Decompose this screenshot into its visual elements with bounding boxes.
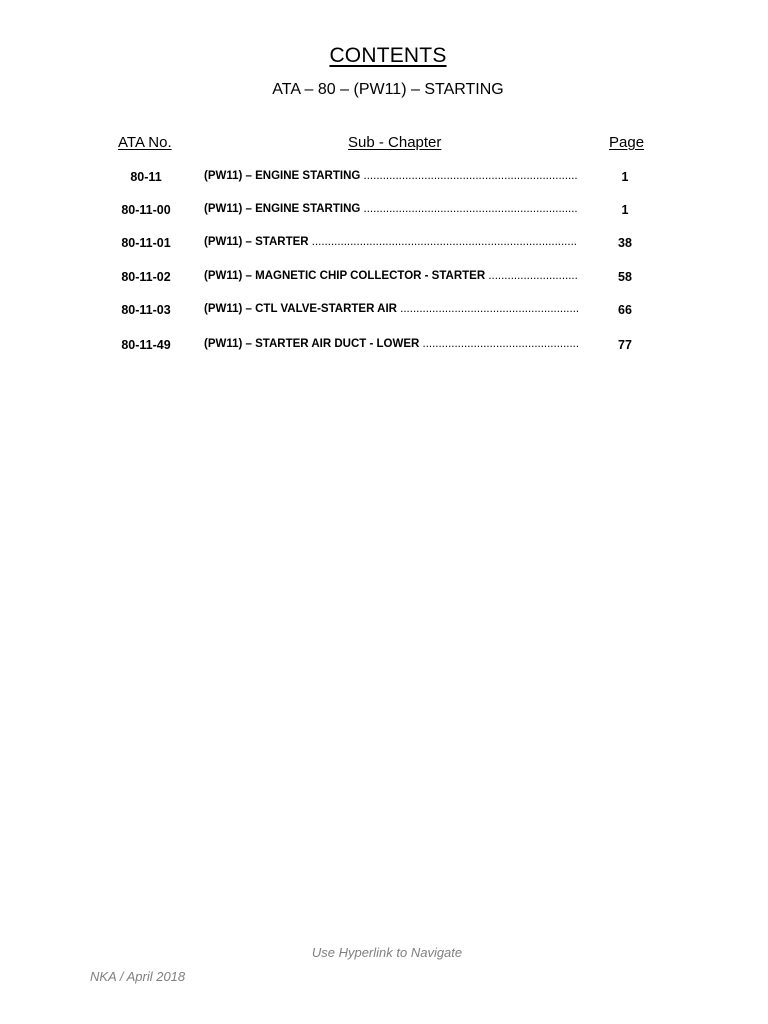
column-header-page: Page bbox=[609, 134, 645, 151]
toc-page-number: 1 bbox=[621, 170, 629, 184]
toc-page-number: 77 bbox=[618, 338, 632, 352]
toc-page-number: 1 bbox=[621, 203, 629, 217]
toc-entry-link[interactable]: (PW11) – ENGINE STARTING ..... bbox=[204, 170, 578, 182]
column-header-ata-no: ATA No. bbox=[118, 134, 172, 151]
toc-page-number: 38 bbox=[618, 236, 632, 250]
toc-ata-number: 80-11-00 bbox=[121, 203, 171, 217]
navigation-hint: Use Hyperlink to Navigate bbox=[311, 945, 463, 960]
chapter-subtitle: ATA – 80 – (PW11) – STARTING bbox=[272, 81, 504, 98]
toc-row[interactable] bbox=[0, 303, 768, 321]
toc-ata-number: 80-11-01 bbox=[121, 236, 171, 250]
toc-row[interactable] bbox=[0, 170, 768, 188]
toc-entry-link[interactable]: (PW11) – STARTER ..... bbox=[204, 236, 578, 248]
toc-page-number: 58 bbox=[618, 270, 632, 284]
footer-author-date: NKA / April 2018 bbox=[90, 969, 186, 984]
toc-row[interactable] bbox=[0, 270, 768, 288]
toc-row[interactable] bbox=[0, 203, 768, 221]
page-title: CONTENTS bbox=[329, 44, 447, 67]
toc-entry-link[interactable]: (PW11) – CTL VALVE-STARTER AIR ..... bbox=[204, 303, 578, 315]
toc-ata-number: 80-11 bbox=[130, 170, 162, 184]
toc-ata-number: 80-11-02 bbox=[121, 270, 171, 284]
toc-ata-number: 80-11-03 bbox=[121, 303, 171, 317]
toc-entry-link[interactable]: (PW11) – MAGNETIC CHIP COLLECTOR - STARTER ..... bbox=[204, 270, 578, 282]
toc-entry-link[interactable]: (PW11) – STARTER AIR DUCT - LOWER ..... bbox=[204, 338, 578, 350]
toc-row[interactable] bbox=[0, 236, 768, 254]
column-header-sub-chapter: Sub - Chapter bbox=[348, 134, 442, 151]
toc-entry-link[interactable]: (PW11) – ENGINE STARTING ..... bbox=[204, 203, 578, 215]
toc-row[interactable] bbox=[0, 338, 768, 356]
toc-ata-number: 80-11-49 bbox=[121, 338, 171, 352]
toc-page-number: 66 bbox=[618, 303, 632, 317]
